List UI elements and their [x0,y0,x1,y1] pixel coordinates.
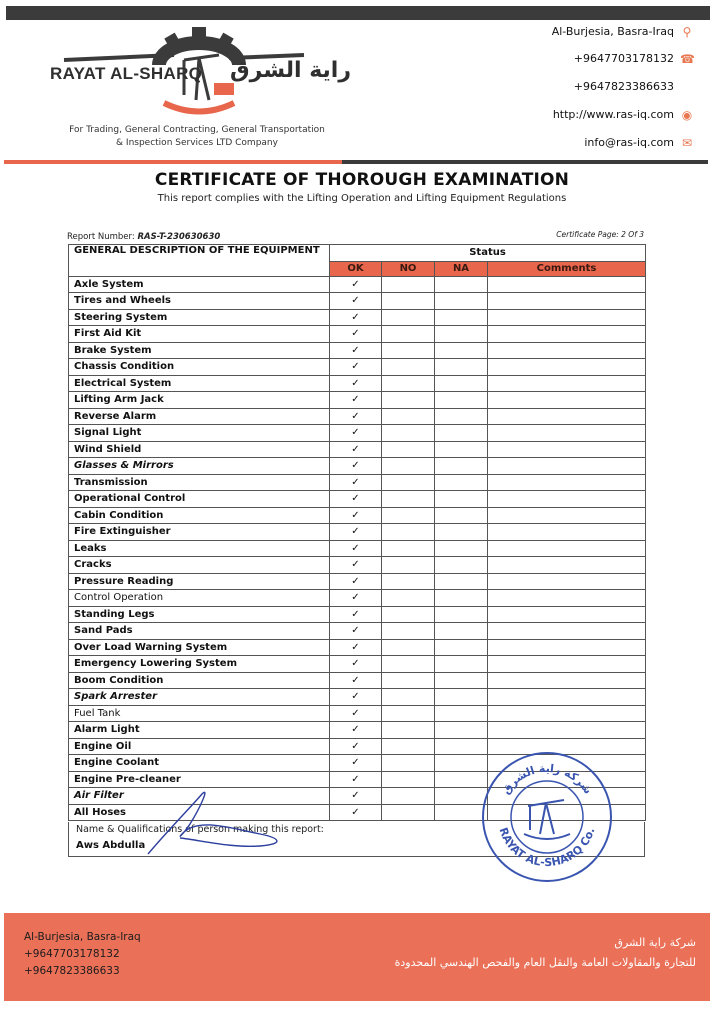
equipment-name: Leaks [69,540,330,557]
na-cell [435,458,488,475]
col-no: NO [382,261,435,276]
no-cell [382,606,435,623]
comments-cell [488,491,646,508]
comments-cell [488,606,646,623]
header-rule-dark [342,160,708,164]
no-cell [382,524,435,541]
na-cell [435,540,488,557]
comments-cell [488,425,646,442]
ok-check-icon: ✓ [330,425,382,442]
no-cell [382,639,435,656]
comments-cell [488,326,646,343]
company-name-ar: راية الشرق [230,58,352,83]
na-cell [435,309,488,326]
signature [140,788,290,858]
status-header: Status [330,245,646,262]
ok-check-icon: ✓ [330,342,382,359]
table-row [69,639,646,656]
ok-check-icon: ✓ [330,771,382,788]
na-cell [435,507,488,524]
no-cell [382,458,435,475]
equipment-name: Glasses & Mirrors [69,458,330,475]
no-cell [382,326,435,343]
equipment-name: Emergency Lowering System [69,656,330,673]
equipment-name: First Aid Kit [69,326,330,343]
ok-check-icon: ✓ [330,458,382,475]
table-row [69,309,646,326]
na-cell [435,557,488,574]
ok-check-icon: ✓ [330,689,382,706]
na-cell [435,672,488,689]
na-cell [435,590,488,607]
equipment-name: Boom Condition [69,672,330,689]
ok-check-icon: ✓ [330,722,382,739]
ok-check-icon: ✓ [330,309,382,326]
ok-check-icon: ✓ [330,540,382,557]
col-ok: OK [330,261,382,276]
comments-cell [488,392,646,409]
svg-text:RAYAT AL-SHARQ Co. [497,826,598,869]
signoff-name: Aws Abdulla [76,840,146,851]
table-row [69,474,646,491]
no-cell [382,722,435,739]
comments-cell [488,458,646,475]
footer-band [4,913,710,1001]
stamp-bottom-text: RAYAT AL-SHARQ Co. [496,825,598,870]
equipment-name: Electrical System [69,375,330,392]
na-cell [435,408,488,425]
equipment-name: Cabin Condition [69,507,330,524]
phone-icon: ☎ [680,52,695,66]
comments-cell [488,590,646,607]
comments-cell [488,705,646,722]
comments-cell [488,524,646,541]
footer-address: Al-Burjesia, Basra-Iraq [24,931,141,943]
equipment-table [68,244,646,821]
table-row [69,408,646,425]
ok-check-icon: ✓ [330,656,382,673]
company-name-en: RAYAT AL-SHARQ [50,64,203,83]
ok-check-icon: ✓ [330,804,382,821]
ok-check-icon: ✓ [330,474,382,491]
no-cell [382,540,435,557]
no-cell [382,309,435,326]
equipment-name: Cracks [69,557,330,574]
table-row [69,293,646,310]
equipment-name: Alarm Light [69,722,330,739]
table-row [69,557,646,574]
equipment-name: Engine Coolant [69,755,330,772]
no-cell [382,672,435,689]
ok-check-icon: ✓ [330,755,382,772]
contact-phone1: +9647703178132 ☎ [573,52,695,66]
equipment-name: Engine Pre-cleaner [69,771,330,788]
comments-cell [488,623,646,640]
ok-check-icon: ✓ [330,392,382,409]
equipment-name: Transmission [69,474,330,491]
signoff-label: Name & Qualifications of person making this report: [76,824,324,835]
ok-check-icon: ✓ [330,441,382,458]
tagline [32,124,362,150]
ok-check-icon: ✓ [330,557,382,574]
ok-check-icon: ✓ [330,738,382,755]
stamp-top-text: شركة راية الشرق [499,761,595,797]
table-row [69,524,646,541]
na-cell [435,623,488,640]
na-cell [435,342,488,359]
svg-text:شركة راية الشرق [499,762,594,797]
na-cell [435,705,488,722]
equipment-name: Lifting Arm Jack [69,392,330,409]
no-cell [382,474,435,491]
na-cell [435,656,488,673]
table-row [69,656,646,673]
equipment-name: Fire Extinguisher [69,524,330,541]
ok-check-icon: ✓ [330,375,382,392]
equipment-name: Sand Pads [69,623,330,640]
equipment-name: Air Filter [69,788,330,805]
ok-check-icon: ✓ [330,408,382,425]
ok-check-icon: ✓ [330,293,382,310]
desc-header: GENERAL DESCRIPTION OF THE EQUIPMENT [69,245,330,277]
na-cell [435,689,488,706]
comments-cell [488,441,646,458]
no-cell [382,755,435,772]
no-cell [382,491,435,508]
certificate-page: Certificate Page: 2 Of 3 [556,230,644,239]
stamp-pumpjack-icon [524,800,570,839]
table-row [69,689,646,706]
no-cell [382,623,435,640]
equipment-name: Wind Shield [69,441,330,458]
equipment-name: All Hoses [69,804,330,821]
table-row [69,276,646,293]
table-row [69,375,646,392]
na-cell [435,276,488,293]
table-row [69,672,646,689]
no-cell [382,293,435,310]
equipment-name: Engine Oil [69,738,330,755]
no-cell [382,557,435,574]
footer-phone2: +9647823386633 [24,965,120,977]
footer-phone1: +9647703178132 [24,948,120,960]
no-cell [382,392,435,409]
equipment-name: Axle System [69,276,330,293]
comments-cell [488,656,646,673]
table-row [69,623,646,640]
no-cell [382,375,435,392]
comments-cell [488,557,646,574]
report-number: Report Number: RAS-T-230630630 [67,232,221,242]
comments-cell [488,722,646,739]
table-row [69,392,646,409]
equipment-name: Control Operation [69,590,330,607]
ok-check-icon: ✓ [330,639,382,656]
header-rule-accent [4,160,342,164]
contact-website[interactable]: http://www.ras-iq.com ◉ [552,108,693,122]
na-cell [435,722,488,739]
no-cell [382,738,435,755]
comments-cell [488,293,646,310]
equipment-name: Steering System [69,309,330,326]
comments-cell [488,573,646,590]
equipment-name: Over Load Warning System [69,639,330,656]
no-cell [382,359,435,376]
ok-check-icon: ✓ [330,705,382,722]
table-row [69,342,646,359]
table-row [69,573,646,590]
ok-check-icon: ✓ [330,276,382,293]
table-row [69,540,646,557]
tagline-line1: For Trading, General Contracting, General Transportation [69,125,325,135]
ok-check-icon: ✓ [330,590,382,607]
no-cell [382,788,435,805]
col-na: NA [435,261,488,276]
comments-cell [488,672,646,689]
table-row [69,507,646,524]
na-cell [435,491,488,508]
document-subtitle: This report complies with the Lifting Operation and Lifting Equipment Regulations [157,193,567,204]
envelope-icon: ✉ [681,136,693,150]
globe-icon: ◉ [681,108,693,122]
equipment-name: Reverse Alarm [69,408,330,425]
table-row [69,458,646,475]
comments-cell [488,540,646,557]
contact-email[interactable]: info@ras-iq.com ✉ [584,136,693,150]
ok-check-icon: ✓ [330,326,382,343]
na-cell [435,359,488,376]
no-cell [382,507,435,524]
ok-check-icon: ✓ [330,788,382,805]
ok-check-icon: ✓ [330,491,382,508]
comments-cell [488,689,646,706]
comments-cell [488,309,646,326]
equipment-name: Fuel Tank [69,705,330,722]
equipment-name: Tires and Wheels [69,293,330,310]
na-cell [435,606,488,623]
comments-cell [488,507,646,524]
table-row [69,359,646,376]
no-cell [382,705,435,722]
comments-cell [488,276,646,293]
no-cell [382,689,435,706]
ok-check-icon: ✓ [330,359,382,376]
contact-phone2: +9647823386633 [573,80,674,93]
no-cell [382,590,435,607]
footer-contact [24,929,141,980]
no-cell [382,656,435,673]
no-cell [382,342,435,359]
no-cell [382,441,435,458]
comments-cell [488,375,646,392]
na-cell [435,293,488,310]
no-cell [382,804,435,821]
ok-check-icon: ✓ [330,573,382,590]
comments-cell [488,474,646,491]
na-cell [435,441,488,458]
na-cell [435,524,488,541]
comments-cell [488,342,646,359]
table-row [69,705,646,722]
ok-check-icon: ✓ [330,524,382,541]
na-cell [435,474,488,491]
top-bar [6,6,710,20]
location-pin-icon: ⚲ [682,25,692,39]
equipment-name: Operational Control [69,491,330,508]
col-comments: Comments [488,261,646,276]
contact-address: Al-Burjesia, Basra-Iraq ⚲ [454,25,694,39]
table-row [69,606,646,623]
no-cell [382,425,435,442]
footer-ar-line1: شركة راية الشرق [614,936,696,949]
table-row [69,326,646,343]
document-title: CERTIFICATE OF THOROUGH EXAMINATION [154,170,570,190]
ok-check-icon: ✓ [330,606,382,623]
company-stamp [480,750,614,884]
na-cell [435,392,488,409]
ok-check-icon: ✓ [330,672,382,689]
ok-check-icon: ✓ [330,507,382,524]
no-cell [382,573,435,590]
equipment-name: Chassis Condition [69,359,330,376]
equipment-name: Pressure Reading [69,573,330,590]
table-row [69,722,646,739]
no-cell [382,771,435,788]
equipment-name: Standing Legs [69,606,330,623]
table-row [69,425,646,442]
tagline-line2: & Inspection Services LTD Company [116,138,278,148]
na-cell [435,573,488,590]
table-row [69,590,646,607]
equipment-name: Brake System [69,342,330,359]
na-cell [435,326,488,343]
table-row [69,491,646,508]
no-cell [382,276,435,293]
comments-cell [488,359,646,376]
no-cell [382,408,435,425]
na-cell [435,375,488,392]
equipment-name: Signal Light [69,425,330,442]
footer-ar-line2: للتجارة والمقاولات العامة والنقل العام والفحص الهندسي المحدودة [394,956,696,969]
comments-cell [488,408,646,425]
na-cell [435,425,488,442]
ok-check-icon: ✓ [330,623,382,640]
footer-arabic [356,933,696,973]
equipment-name: Spark Arrester [69,689,330,706]
na-cell [435,639,488,656]
table-row [69,441,646,458]
comments-cell [488,639,646,656]
